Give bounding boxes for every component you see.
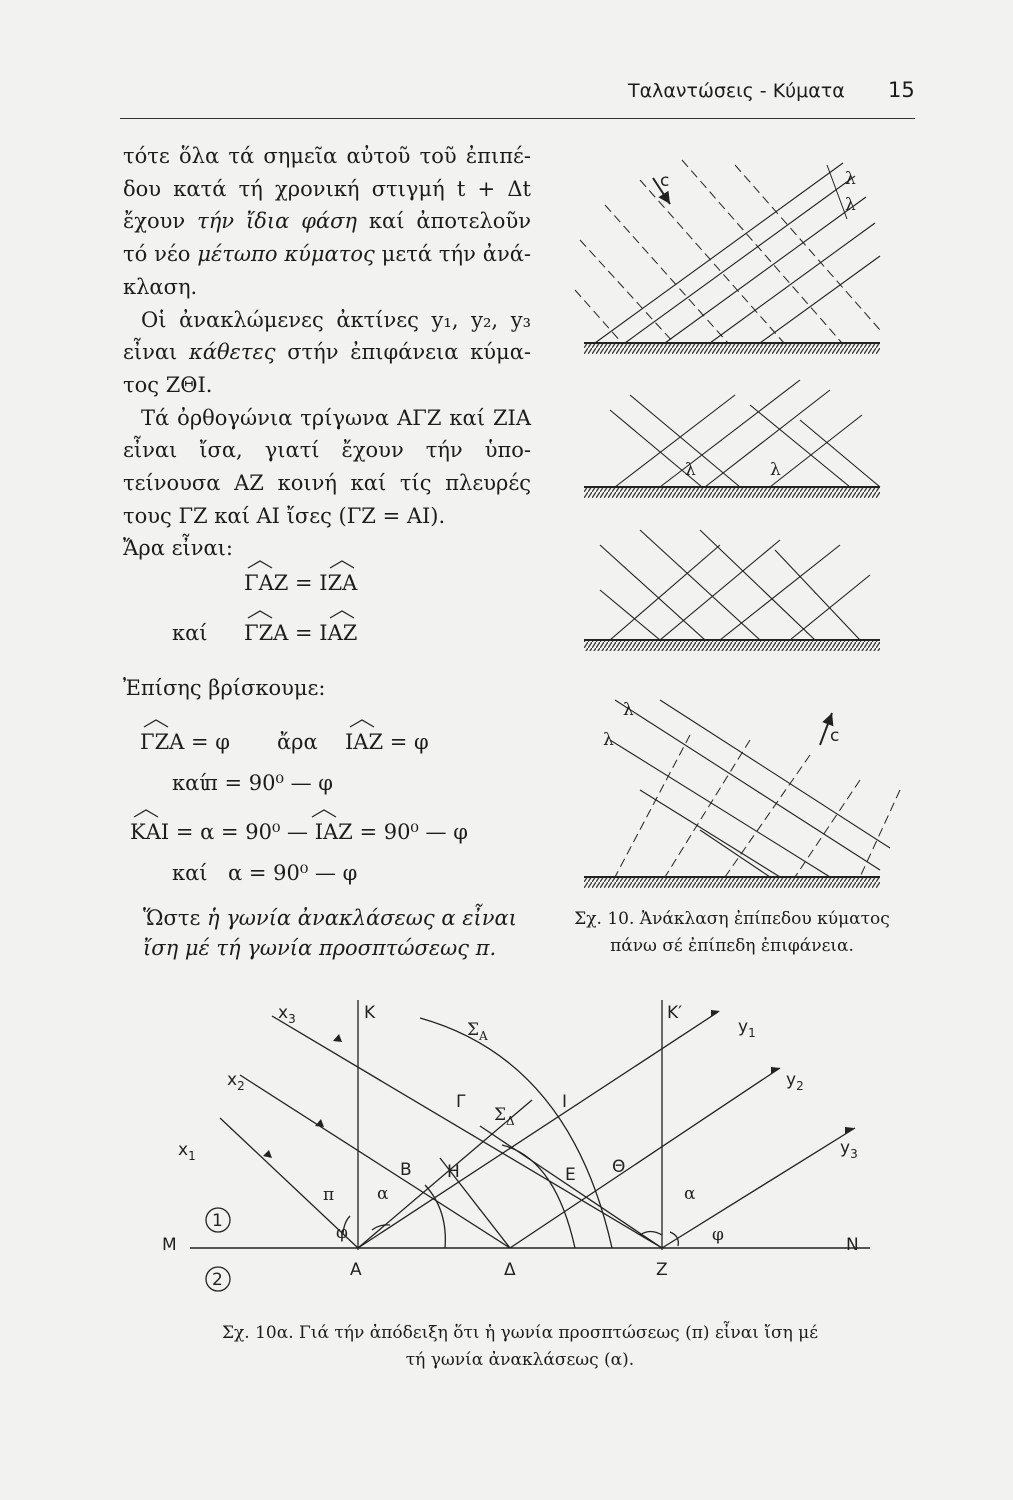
equation-6: α = 90⁰ — φ — [228, 861, 358, 885]
caption-line: Σχ. 10α. Γιά τήν ἀπόδειξη ὅτι ἡ γωνία προσπτώσεως (π) εἶναι ἴση μέ — [221, 1323, 819, 1343]
text-span: Ὥστε — [143, 906, 207, 930]
ray-label-x2: $x_2$ — [227, 1070, 245, 1093]
front-label-SA: $\Sigma_A$ — [467, 1020, 488, 1043]
equation-2: ΓΖΑ = ΙΑΖ — [244, 621, 358, 645]
running-header-title: Ταλαντώσεις - Κύματα — [628, 80, 845, 102]
italic-span: κάθετες — [189, 340, 276, 365]
ray-y1 — [358, 1012, 718, 1248]
text-span: Οἱ ἀνακλώμενες ἀκτίνες y₁, y₂, y₃ εἶναι — [123, 307, 531, 365]
point-B: B — [400, 1160, 412, 1180]
figure-10-caption — [542, 906, 922, 960]
equation-3b: ΙΑΖ = φ — [345, 730, 429, 754]
arc-BH — [425, 1185, 445, 1248]
reflecting-surface — [584, 343, 880, 354]
figure-10 — [575, 160, 900, 888]
point-K: K — [364, 1003, 376, 1023]
label-lambda: λ — [685, 460, 696, 480]
italic-span: μέτωπο κύματος — [197, 242, 375, 267]
point-E: E — [565, 1165, 576, 1185]
angle-pi: π — [323, 1185, 335, 1205]
ray-label-y2: $y_2$ — [786, 1070, 804, 1093]
angle-overlines — [134, 561, 374, 817]
ray-x2 — [240, 1075, 510, 1248]
figure-10a-caption — [170, 1320, 870, 1374]
equation-3: ΓΖΑ = φ — [140, 730, 230, 754]
label-c: c — [830, 726, 840, 746]
point-A: A — [350, 1260, 362, 1280]
equation-5: ΚΑΙ = α = 90⁰ — ΙΑΖ = 90⁰ — φ — [130, 820, 468, 844]
point-Z: Z — [656, 1260, 668, 1280]
marker-2-label: 2 — [212, 1270, 223, 1290]
angle-alpha: α — [377, 1184, 389, 1204]
paragraph-4: Ἄρα εἶναι: — [123, 536, 233, 561]
point-Gamma: Γ — [456, 1092, 466, 1112]
text-span: μετά τήν ἀνά-κλαση. — [123, 242, 531, 299]
ray-label-x3: $x_3$ — [278, 1003, 296, 1026]
ray-y2 — [510, 1068, 780, 1248]
angle-phi: φ — [712, 1225, 724, 1245]
ray-label-y1: $y_1$ — [738, 1017, 756, 1040]
caption-line: Σχ. 10. Ἀνάκλαση ἐπίπεδου κύματος — [574, 909, 890, 929]
paragraph-3: Τά ὀρθογώνια τρίγωνα ΑΓΖ καί ΖΙΑ εἶναι ἴσα, γιατί ἔχουν τήν ὑπο-τείνουσα ΑΖ κοινή καί τίς πλευρές τους ΓΖ καί ΑΙ ἴσες (ΓΖ = ΑΙ). — [123, 405, 531, 528]
text-span: καί ἀποτελοῦν τό νέο — [123, 209, 531, 267]
label-c: c — [660, 171, 670, 191]
front-SD — [502, 1145, 575, 1248]
front-label-SD: $\Sigma_\Delta$ — [494, 1105, 515, 1128]
text-span: τότε ὅλα τά σημεῖα αὐτοῦ τοῦ ἐπιπέ-δου κατά τή χρονική στιγμή t + Δt ἔχουν — [123, 144, 531, 234]
paragraph-5: Ἐπίσης βρίσκουμε: — [123, 676, 326, 700]
marker-1-label: 1 — [212, 1211, 223, 1231]
ray-label-x1: $x_1$ — [178, 1140, 196, 1163]
figure-10a — [162, 1000, 870, 1291]
text-span: στήν ἐπιφάνεια κύμα-τος ΖΘΙ. — [123, 340, 531, 397]
ray-label-y3: $y_3$ — [840, 1138, 858, 1161]
reflecting-surface — [584, 640, 880, 651]
point-Theta: Θ — [612, 1157, 626, 1177]
label-lambda: λ — [845, 169, 856, 189]
label-lambda: λ — [623, 700, 634, 720]
italic-span: ἡ γωνία ἀνακλάσεως α εἶναι ἴση μέ τή γωνία προσπτώσεως π. — [143, 906, 517, 960]
equation-4-kai: καί — [172, 771, 208, 795]
reflecting-surface — [584, 487, 880, 498]
italic-span: τήν ἴδια φάση — [197, 209, 357, 234]
page-number: 15 — [888, 78, 915, 102]
front-SA — [420, 1018, 612, 1248]
angle-phi: φ — [336, 1223, 348, 1243]
reflecting-surface — [584, 877, 880, 888]
point-H: H — [447, 1162, 460, 1182]
equation-3-ara: ἄρα — [277, 730, 318, 754]
point-K2: K′ — [667, 1003, 683, 1023]
point-M: M — [162, 1235, 177, 1255]
point-Delta: Δ — [504, 1260, 516, 1280]
point-I: I — [562, 1092, 568, 1112]
angle-alpha: α — [684, 1184, 696, 1204]
equation-4: π = 90⁰ — φ — [204, 771, 333, 795]
label-lambda: λ — [770, 460, 781, 480]
label-lambda: λ — [603, 730, 614, 750]
equation-6-kai: καί — [172, 861, 208, 885]
caption-line: πάνω σέ ἐπίπεδη ἐπιφάνεια. — [610, 936, 854, 956]
caption-line: τή γωνία ἀνακλάσεως (α). — [405, 1350, 635, 1370]
equation-1: ΓΑΖ = ΙΖΑ — [244, 571, 358, 595]
equation-2-kai: καί — [172, 621, 208, 645]
label-lambda: λ — [845, 195, 856, 215]
point-N: N — [846, 1235, 859, 1255]
